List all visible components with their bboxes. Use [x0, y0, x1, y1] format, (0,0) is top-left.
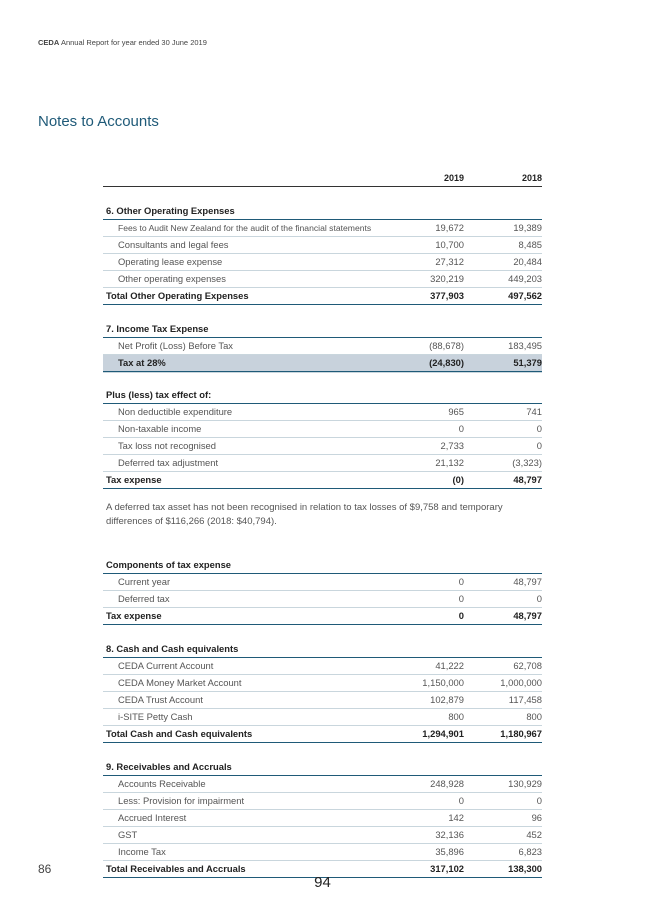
value-2018: 117,458 — [508, 694, 542, 705]
section-heading-label: Components of tax expense — [106, 559, 232, 570]
value-2019: 0 — [458, 795, 464, 806]
total-2018: 1,180,967 — [500, 728, 542, 739]
row-label: Tax loss not recognised — [118, 440, 216, 451]
value-2018: 20,484 — [513, 256, 542, 267]
page-title: Notes to Accounts — [38, 113, 159, 130]
section-heading-label: Plus (less) tax effect of: — [106, 389, 212, 400]
row-label: GST — [118, 829, 138, 840]
table-row — [103, 237, 542, 254]
deferred-tax-note: A deferred tax asset has not been recognised in relation to tax losses of $9,758 and temporary differences of $116,266 (2018: $40,794). — [106, 502, 503, 527]
value-2018: 800 — [526, 711, 542, 722]
section-heading — [103, 321, 542, 338]
row-label: Consultants and legal fees — [118, 239, 229, 250]
value-2019: 800 — [448, 711, 464, 722]
spacer — [103, 743, 542, 759]
total-2018: 48,797 — [513, 474, 542, 485]
row-label: Non-taxable income — [118, 423, 202, 434]
value-2019: 0 — [458, 593, 464, 604]
section-heading-label: 6. Other Operating Expenses — [106, 205, 235, 216]
row-label: Less: Provision for impairment — [118, 795, 245, 806]
table-row — [103, 844, 542, 861]
column-headers — [103, 170, 542, 187]
value-2018: 0 — [536, 795, 542, 806]
section-heading-label: 9. Receivables and Accruals — [106, 761, 232, 772]
value-2018: 51,379 — [513, 357, 542, 368]
total-label: Total Cash and Cash equivalents — [106, 728, 253, 739]
total-2018: 497,562 — [508, 290, 542, 301]
table-row — [103, 455, 542, 472]
spacer — [103, 372, 542, 387]
value-2018: 0 — [536, 440, 542, 451]
table-row — [103, 438, 542, 455]
table-row — [103, 220, 542, 237]
table-row — [103, 338, 542, 355]
total-row — [103, 726, 542, 743]
value-2019: 0 — [458, 423, 464, 434]
table-row — [103, 776, 542, 793]
value-2018: 183,495 — [508, 340, 542, 351]
total-label: Tax expense — [106, 474, 162, 485]
row-label: Fees to Audit New Zealand for the audit of the financial statements — [118, 223, 372, 233]
table-row — [103, 404, 542, 421]
row-label: Tax at 28% — [118, 357, 166, 368]
value-2018: 449,203 — [508, 273, 542, 284]
table-row — [103, 709, 542, 726]
value-2019: 320,219 — [430, 273, 464, 284]
header-org: CEDA — [38, 38, 60, 47]
row-label: Deferred tax — [118, 593, 170, 604]
table-row — [103, 254, 542, 271]
accounts-table — [103, 170, 542, 878]
value-2019: 32,136 — [435, 829, 464, 840]
table-row — [103, 793, 542, 810]
value-2018: 130,929 — [508, 778, 542, 789]
value-2019: 19,672 — [435, 222, 464, 233]
table-row — [103, 271, 542, 288]
value-2019: (88,678) — [429, 340, 464, 351]
total-row — [103, 472, 542, 489]
column-2019: 2019 — [443, 173, 464, 183]
value-2018: 62,708 — [513, 660, 542, 671]
report-page-number: 86 — [38, 862, 52, 876]
total-2019: 317,102 — [430, 863, 464, 874]
value-2018: 6,823 — [518, 846, 542, 857]
value-2019: 41,222 — [435, 660, 464, 671]
page-header — [38, 38, 207, 47]
value-2018: 0 — [536, 423, 542, 434]
value-2019: 27,312 — [435, 256, 464, 267]
section-heading — [103, 759, 542, 776]
total-2018: 138,300 — [508, 863, 542, 874]
total-label: Total Receivables and Accruals — [106, 863, 246, 874]
value-2019: 35,896 — [435, 846, 464, 857]
column-2018: 2018 — [521, 173, 542, 183]
spacer — [103, 187, 542, 203]
total-2018: 48,797 — [513, 610, 542, 621]
total-row — [103, 608, 542, 625]
section-heading-label: 7. Income Tax Expense — [106, 323, 209, 334]
row-label: Non deductible expenditure — [118, 406, 233, 417]
row-label: i-SITE Petty Cash — [118, 711, 193, 722]
table-row — [103, 574, 542, 591]
value-2019: 0 — [458, 576, 464, 587]
row-label: Net Profit (Loss) Before Tax — [118, 340, 233, 351]
value-2018: 741 — [526, 406, 542, 417]
spacer — [103, 541, 542, 557]
row-label: Operating lease expense — [118, 256, 223, 267]
table-row — [103, 658, 542, 675]
row-label: Deferred tax adjustment — [118, 457, 219, 468]
section-heading — [103, 387, 542, 404]
table-row — [103, 421, 542, 438]
table-row — [103, 692, 542, 709]
section-heading — [103, 641, 542, 658]
table-row — [103, 810, 542, 827]
table-row — [103, 591, 542, 608]
value-2018: 8,485 — [518, 239, 542, 250]
value-2019: 248,928 — [430, 778, 464, 789]
spacer — [103, 305, 542, 321]
value-2018: 0 — [536, 593, 542, 604]
value-2018: 19,389 — [513, 222, 542, 233]
header-text: Annual Report for year ended 30 June 2019 — [60, 38, 207, 47]
value-2018: 96 — [531, 812, 542, 823]
section-heading-label: 8. Cash and Cash equivalents — [106, 643, 239, 654]
row-label: Other operating expenses — [118, 273, 226, 284]
value-2018: 1,000,000 — [500, 677, 542, 688]
value-2018: 452 — [526, 829, 542, 840]
row-label: Accrued Interest — [118, 812, 187, 823]
value-2019: 142 — [448, 812, 464, 823]
value-2019: 10,700 — [435, 239, 464, 250]
row-label: Accounts Receivable — [118, 778, 206, 789]
value-2019: (24,830) — [429, 357, 464, 368]
row-label: CEDA Current Account — [118, 660, 214, 671]
row-label: CEDA Trust Account — [118, 694, 203, 705]
total-2019: 1,294,901 — [422, 728, 464, 739]
value-2019: 1,150,000 — [422, 677, 464, 688]
spacer — [103, 625, 542, 641]
row-label: Current year — [118, 576, 171, 587]
document-page-number: 94 — [314, 874, 331, 891]
value-2019: 965 — [448, 406, 464, 417]
row-label: Income Tax — [118, 846, 166, 857]
total-row — [103, 288, 542, 305]
section-heading — [103, 557, 542, 574]
tax-at-28-row — [103, 355, 542, 372]
value-2018: 48,797 — [513, 576, 542, 587]
table-row — [103, 827, 542, 844]
total-2019: 377,903 — [430, 290, 464, 301]
total-2019: 0 — [458, 610, 464, 621]
value-2019: 102,879 — [430, 694, 464, 705]
row-label: CEDA Money Market Account — [118, 677, 242, 688]
total-label: Total Other Operating Expenses — [106, 290, 249, 301]
value-2019: 2,733 — [440, 440, 464, 451]
total-label: Tax expense — [106, 610, 162, 621]
total-2019: (0) — [452, 474, 464, 485]
value-2019: 21,132 — [435, 457, 464, 468]
table-row — [103, 675, 542, 692]
section-heading — [103, 203, 542, 220]
value-2018: (3,323) — [512, 457, 542, 468]
